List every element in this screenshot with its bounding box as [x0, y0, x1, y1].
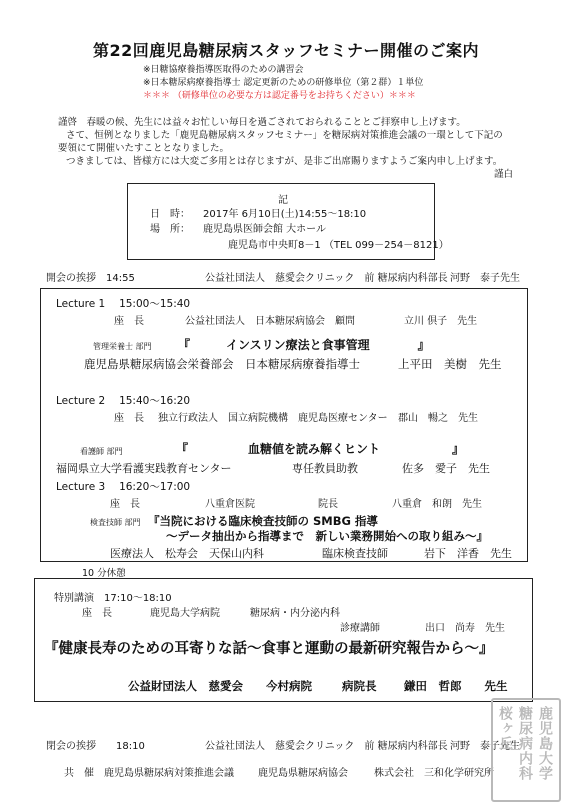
seal-text-1: 鹿児島大学 — [537, 706, 553, 781]
lecture-2-speaker-org: 福岡県立大学看護実践教育センター — [56, 462, 232, 475]
special-chair-role: 座 長 — [82, 608, 112, 619]
lecture-1-chair-name: 立川 倶子 先生 — [404, 316, 478, 327]
sponsor-org-3: 株式会社 三和化学研究所 — [374, 768, 494, 779]
institution-seal — [491, 698, 561, 802]
letter-closing: 謹白 — [494, 169, 514, 180]
lecture-2-dept: 看護師 部門 — [80, 447, 123, 456]
special-chair-title: 診療講師 — [340, 623, 380, 634]
closing-speaker: 河野 泰子先生 — [450, 741, 520, 752]
special-lecture-topic: 『健康長寿のための耳寄りな話～食事と運動の最新研究報告から～』 — [44, 641, 494, 657]
letter-line-4: つきましては、皆様方には大変ご多用とは存じますが、是非ご出席賜りますようご案内申し上げます。 — [66, 156, 503, 167]
lecture-2-chair-name: 郡山 暢之 先生 — [398, 413, 478, 424]
opening-speaker: 河野 泰子先生 — [450, 273, 520, 284]
page-title: 第22回鹿児島糖尿病スタッフセミナー開催のご案内 — [92, 41, 480, 60]
letter-line-1: 謹啓 春暖の候、先生には益々お忙しい毎日を過ごされておられることとご拝察申し上げます。 — [58, 117, 466, 128]
letter-line-2: さて、恒例となりました「鹿児島糖尿病スタッフセミナー」を糖尿病対策推進会議の一環として下記の — [66, 130, 503, 141]
letter-line-3: 要領にて開催いたすこととなりました。 — [58, 143, 230, 154]
closing-org: 公益社団法人 慈愛会クリニック 前 糖尿病内科部長 — [205, 741, 448, 752]
lecture-3-topic-line-2: ～データ抽出から指導まで 新しい業務開始への取り組み～』 — [166, 529, 488, 543]
lecture-3-topic-line-1: 『当院における臨床検査技師の SMBG 指導 — [148, 514, 378, 528]
sponsor-org-1: 鹿児島県糖尿病対策推進会議 — [104, 768, 234, 779]
date-label: 日 時： — [150, 209, 190, 220]
lecture-2-chair-role: 座 長 — [114, 413, 144, 424]
lecture-3-speaker-role: 臨床検査技師 — [322, 547, 388, 560]
lecture-3-label: Lecture 3 16:20～17:00 — [56, 481, 191, 493]
special-lecture-label: 特別講演 17:10～18:10 — [54, 593, 172, 604]
lecture-1-chair-role: 座 長 — [114, 316, 144, 327]
seal-text-2: 糖尿病内科 — [517, 706, 533, 781]
note-training-course: ※日糖協療養指導医取得のための講習会 — [143, 65, 304, 75]
special-chair-org: 鹿児島大学病院 — [150, 608, 220, 619]
lecture-3-chair-role: 座 長 — [110, 499, 140, 510]
lecture-3-chair-name: 八重倉 和朗 先生 — [392, 499, 482, 510]
special-speaker-role: 病院長 — [342, 679, 377, 693]
opening-org: 公益社団法人 慈愛会クリニック 前 糖尿病内科部長 — [205, 273, 448, 284]
lecture-2-topic: 『 血糖値を読み解くヒント 』 — [176, 442, 465, 456]
special-chair-name: 出口 尚寿 先生 — [425, 623, 505, 634]
lecture-2-speaker-role: 専任教員助教 — [292, 462, 358, 475]
sponsor-label: 共 催 — [64, 768, 94, 779]
seal-text-3: 桜ヶ丘 — [497, 706, 513, 751]
date-value: 2017年 6月10日(土)14:55～18:10 — [203, 209, 367, 220]
place-label: 場 所： — [150, 224, 190, 235]
note-credit-units: ※日本糖尿病療養指導士 認定更新のための研修単位（第２群）１単位 — [143, 78, 424, 88]
note-certification-number: ＊＊＊ （研修単位の必要な方は認定番号をお持ちください）＊＊＊ — [143, 91, 416, 101]
lecture-3-speaker-name: 岩下 洋香 先生 — [424, 547, 512, 560]
lecture-1-chair-org: 公益社団法人 日本糖尿病協会 顧問 — [185, 316, 355, 327]
special-speaker-name: 鎌田 哲郎 先生 — [404, 679, 508, 693]
lecture-2-chair-org: 独立行政法人 国立病院機構 鹿児島医療センター — [158, 413, 388, 424]
lecture-1-topic: 『 インスリン療法と食事管理 』 — [178, 338, 430, 352]
lecture-3-chair-org: 八重倉医院 — [205, 499, 255, 510]
lecture-2-speaker-name: 佐多 愛子 先生 — [402, 462, 490, 475]
closing-label: 閉会の挨拶 18:10 — [46, 741, 145, 752]
special-speaker-org: 公益財団法人 慈愛会 今村病院 — [128, 679, 312, 693]
opening-label: 開会の挨拶 14:55 — [46, 273, 135, 284]
lecture-1-speaker-name: 上平田 美樹 先生 — [398, 357, 502, 371]
place-value: 鹿児島県医師会館 大ホール — [203, 224, 326, 235]
details-heading: 記 — [278, 195, 288, 206]
lecture-3-speaker-org: 医療法人 松寿会 天保山内科 — [110, 547, 264, 560]
sponsor-org-2: 鹿児島県糖尿病協会 — [258, 768, 348, 779]
lecture-1-dept: 管理栄養士 部門 — [93, 342, 152, 351]
special-chair-dept: 糖尿病・内分泌内科 — [250, 608, 340, 619]
lecture-1-speaker-org: 鹿児島県糖尿病協会栄養部会 日本糖尿病療養指導士 — [84, 357, 360, 371]
break-label: 10 分休憩 — [82, 568, 126, 579]
event-details-box — [127, 183, 449, 260]
lecture-2-label: Lecture 2 15:40～16:20 — [56, 395, 191, 407]
lecture-1-label: Lecture 1 15:00～15:40 — [56, 298, 191, 310]
lecture-3-dept: 検査技師 部門 — [90, 518, 141, 527]
place-address: 鹿児島市中央町8－1 （TEL 099－254－8121） — [228, 240, 449, 251]
lecture-3-chair-pos: 院長 — [318, 499, 338, 510]
